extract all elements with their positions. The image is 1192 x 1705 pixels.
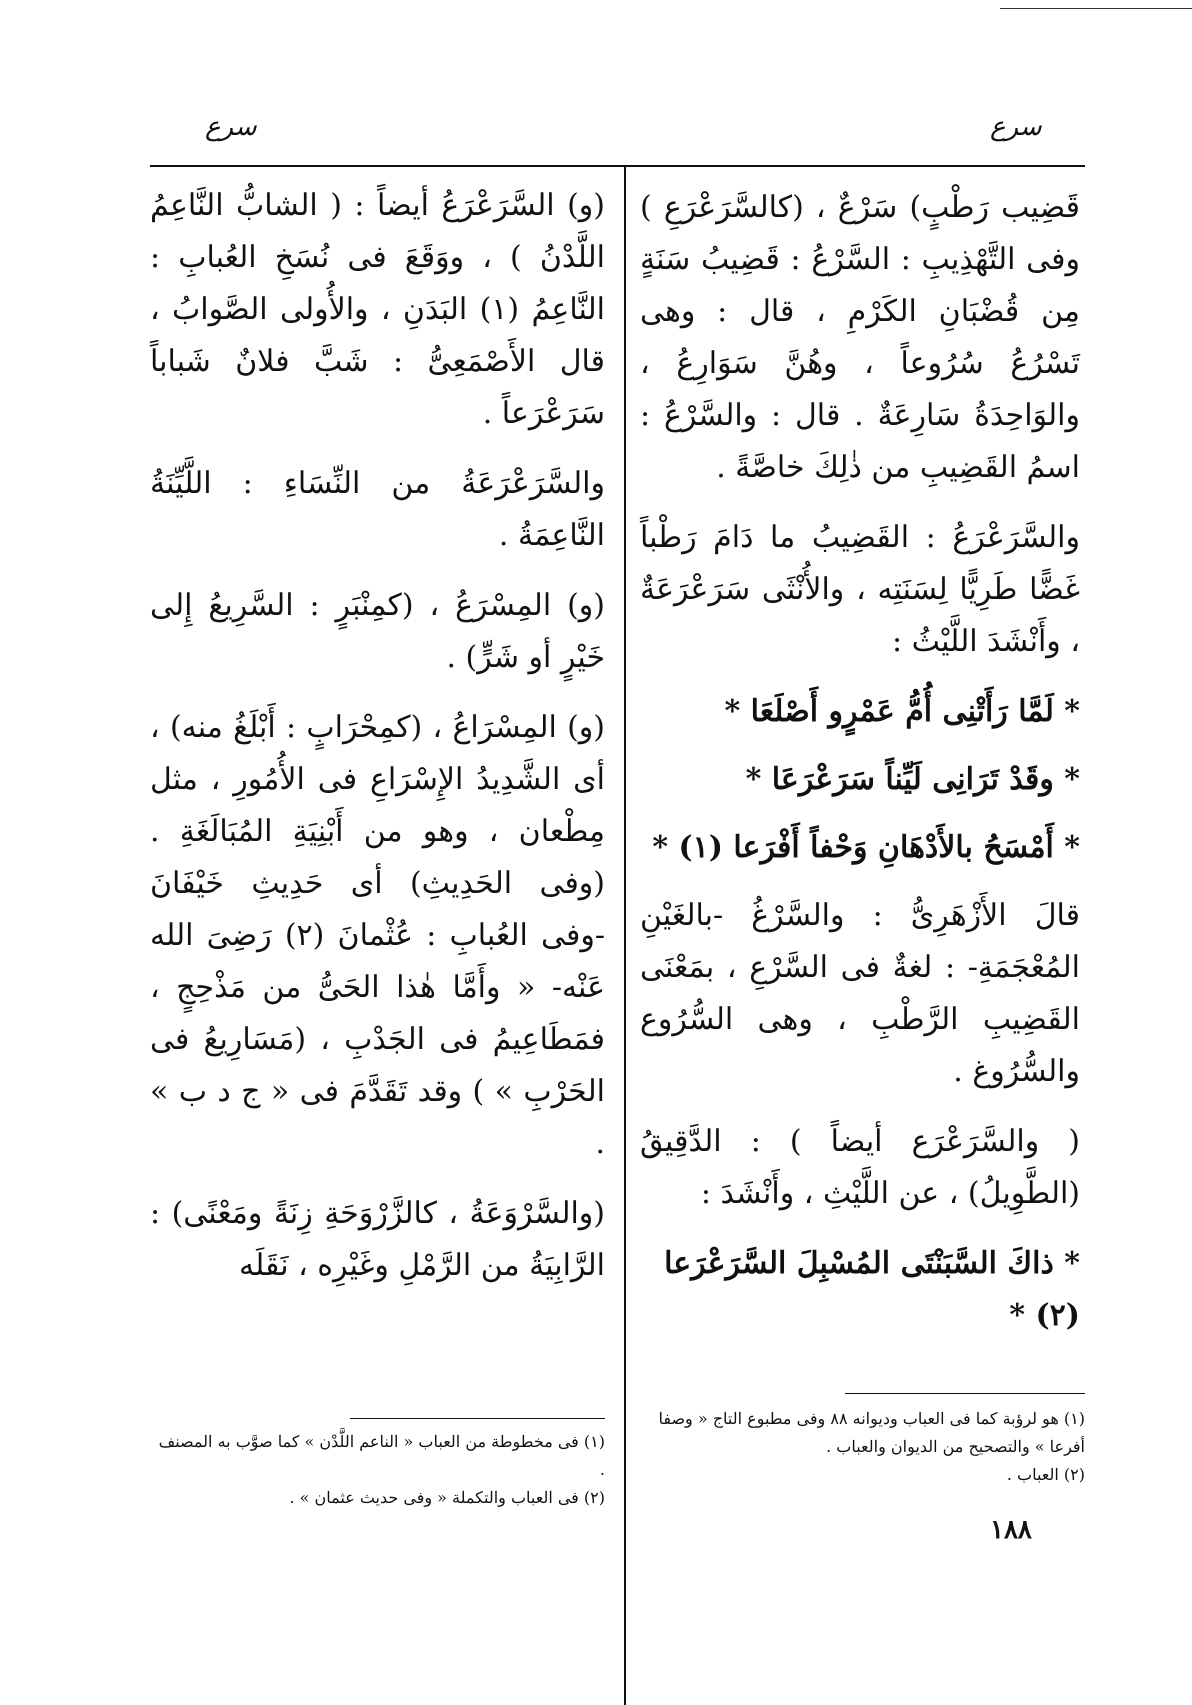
footnote: (١) فى مخطوطة من العباب « الناعم اللَّدْن » كما صوَّب به المصنف . (158, 1432, 605, 1479)
entry-paragraph: ( والسَّرَعْرَع أيضاً ) : الدَّقِيقُ (الطَّوِيلُ) ، عن اللَّيْثِ ، وأَنْشَدَ : (640, 1124, 1080, 1211)
footnote: (٢) العباب . (1006, 1465, 1085, 1484)
footnote-rule-left (350, 1418, 605, 1419)
poem-verse: * وقَدْ تَرَانِى لَيِّناً سَرَعْرَعَا * (745, 762, 1080, 797)
running-header-left: سرع (205, 112, 257, 142)
footnote: (١) هو لرؤبة كما فى العباب وديوانه ٨٨ وفى مطبوع التاج « وصفا أفرعا » والتصحيح من الديوان والعباب . (658, 1409, 1085, 1456)
left-column (150, 180, 605, 1310)
entry-paragraph: (و) السَّرَعْرَعُ أيضاً : ( الشابُّ النَّاعِمُ اللَّدْنُ ) ، ووَقَعَ فى نُسَخِ العُبابِ : النَّاعِمُ (١) البَدَنِ ، والأُولى الصَّوابُ ، قال الأَصْمَعِىُّ : شَبَّ فلانٌ شَباباً سَرَعْرَعاً . (150, 188, 605, 431)
poem-verse: * لَمَّا رَأَتْنِى أُمُّ عَمْرٍو أَصْلَعَا * (724, 694, 1080, 729)
poem-verse: * أَمْسَحُ بالأَدْهَانِ وَحْفاً أَفْرَعا (١) * (652, 830, 1080, 865)
entry-paragraph: قالَ الأَزْهَرِىُّ : والسَّرْغُ -بالغَيْنِ المُعْجَمَةِ- : لغةٌ فى السَّرْعِ ، بمَعْنَى القَضِيبِ الرَّطْبِ ، وهى السُّرُوع والسُّرُوغ . (640, 898, 1080, 1089)
entry-paragraph: (والسَّرْوَعَةُ ، كالزَّرْوَحَةِ زِنَةً ومَعْنًى) : الرَّابِيَةُ من الرَّمْلِ وغَيْرِه ، نَقَلَه (150, 1196, 605, 1283)
running-header-right: سرع (990, 112, 1042, 142)
footnote-rule-right (845, 1393, 1085, 1394)
footnotes-left (150, 1428, 605, 1512)
footnote: (٢) فى العباب والتكملة « وفى حديث عثمان » . (289, 1488, 605, 1507)
poem-verse: * ذاكَ السَّبَنْتَى المُسْبِلَ السَّرَعْرَعا (٢) * (664, 1246, 1080, 1333)
right-column (640, 182, 1080, 1358)
page-number: ١٨٨ (990, 1515, 1032, 1545)
entry-paragraph: قَضِيب رَطْبٍ) سَرْعٌ ، (كالسَّرَعْرَعِ ) وفى التَّهْذِيبِ : السَّرْعُ : قَضِيبُ سَنَةٍ مِن قُضْبَانِ الكَرْمِ ، قال : وهى تَسْرُعُ سُرُوعاً ، وهُنَّ سَوَارِعُ ، والوَاحِدَةُ سَارِعَةٌ . قال : والسَّرْعُ : اسمُ القَضِيبِ من ذٰلِكَ خاصَّةً . (640, 190, 1080, 485)
entry-paragraph: (و) المِسْرَاعُ ، (كمِحْرَابٍ : أَبْلَغُ منه) ، أى الشَّدِيدُ الإِسْرَاعِ فى الأُمُورِ ، مثل مِطْعان ، وهو من أَبْنِيَةِ المُبَالَغَةِ . (وفى الحَدِيثِ) أى حَدِيثِ خَيْفَانَ -وفى العُبابِ : عُثْمانَ (٢) رَضِىَ الله عَنْه- « وأَمَّا هٰذا الحَىُّ من مَذْحِجٍ ، فمَطَاعِيمُ فى الجَدْبِ ، (مَسَارِيعُ فى الحَرْبِ » ) وقد تَقَدَّمَ فى « ج د ب » . (150, 710, 606, 1161)
entry-paragraph: والسَّرَعْرَعَةُ من النِّسَاءِ : اللَّيِّنَةُ النَّاعِمَةُ . (150, 466, 605, 553)
top-edge-line (1000, 8, 1192, 9)
column-divider (624, 165, 626, 1705)
entry-paragraph: والسَّرَعْرَعُ : القَضِيبُ ما دَامَ رَطْباً غَضًّا طَرِيًّا لِسَنَتِه ، والأُنْثَى سَرَعْرَعَةٌ ، وأَنْشَدَ اللَّيْثُ : (640, 520, 1080, 659)
footnotes-right (640, 1405, 1085, 1489)
header-rule (150, 165, 1085, 167)
entry-paragraph: (و) المِسْرَعُ ، (كمِنْبَرٍ : السَّرِيعُ إِلى خَيْرٍ أو شَرٍّ) . (150, 588, 605, 675)
